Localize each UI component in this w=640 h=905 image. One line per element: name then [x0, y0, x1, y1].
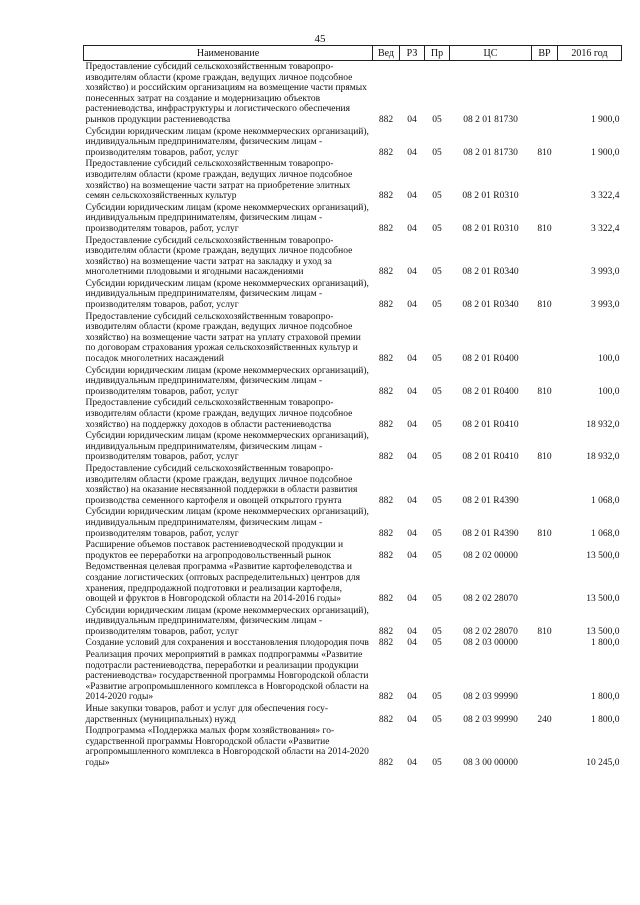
row-rz: 04	[407, 419, 417, 430]
table-row	[84, 278, 622, 311]
row-cs: 08 2 01 R4390	[462, 528, 519, 539]
row-cs: 08 2 03 99990	[463, 714, 518, 725]
row-ved: 882	[378, 386, 394, 397]
row-ved: 882	[378, 528, 394, 539]
table-row	[84, 202, 622, 235]
row-cs: 08 2 01 R0310	[462, 191, 519, 202]
table-row	[84, 397, 622, 430]
row-vr	[532, 725, 558, 768]
row-rz: 04	[407, 758, 417, 768]
row-name: Реализация прочих мероприятий в рамках подпрограммы «Развитие подотрасли растениеводства, переработки и реализации продукции растениеводства» государственной программы Новгородской области «Развитие агропромышленного комплекса в Новгородской области на 2014-2020 годы»	[85, 650, 369, 703]
table-body	[84, 61, 622, 769]
row-pr: 05	[432, 267, 442, 278]
row-vr: 240	[537, 714, 552, 725]
row-ved: 882	[378, 223, 394, 234]
row-pr: 05	[432, 626, 442, 637]
row-name: Субсидии юридическим лицам (кроме некоммерческих организаций), индивидуальным предпринимателям, физическим лицам - производителям товаров, работ, услуг	[85, 605, 369, 637]
row-rz: 04	[407, 191, 417, 202]
row-amount: 1 068,0	[591, 528, 620, 539]
row-pr: 05	[432, 300, 442, 311]
row-ved: 882	[378, 419, 394, 430]
row-name: Субсидии юридическим лицам (кроме некоммерческих организаций), индивидуальным предпринимателям, физическим лицам - производителям товаров, работ, услуг	[85, 126, 369, 158]
row-rz: 04	[407, 267, 417, 278]
row-vr	[532, 463, 558, 506]
row-vr: 810	[537, 147, 552, 158]
row-amount: 3 993,0	[591, 300, 620, 311]
row-pr: 05	[432, 758, 442, 768]
row-ved: 882	[378, 114, 394, 125]
table-row	[84, 649, 622, 703]
row-amount: 1 068,0	[591, 495, 620, 506]
table-row	[84, 561, 622, 604]
table-row	[84, 463, 622, 506]
row-amount: 3 993,0	[591, 267, 620, 278]
row-name: Субсидии юридическим лицам (кроме некоммерческих организаций), индивидуальным предпринимателям, физическим лицам - производителям товаров, работ, услуг	[85, 202, 369, 234]
row-rz: 04	[407, 528, 417, 539]
row-cs: 08 3 00 00000	[463, 758, 518, 768]
table-row	[84, 725, 622, 768]
row-name: Расширение объемов поставок растениеводческой продукции и продуктов ее переработки на агропродовольственный рынок	[85, 540, 344, 561]
row-pr: 05	[432, 638, 442, 649]
row-pr: 05	[432, 714, 442, 725]
row-ved: 882	[378, 147, 394, 158]
row-rz: 04	[407, 626, 417, 637]
row-name: Предоставление субсидий сельскохозяйственным товаропроизводителям области (кроме граждан, ведущих личное подсобное хозяйство) на оказание несвязанной поддержки в области развития производства семенного картофеля и овощей открытого грунта	[85, 463, 358, 506]
table-row	[84, 703, 622, 725]
budget-table	[83, 45, 622, 769]
row-rz: 04	[407, 495, 417, 506]
row-amount: 13 500,0	[586, 550, 620, 561]
row-rz: 04	[407, 300, 417, 311]
row-cs: 08 2 01 R0310	[462, 223, 519, 234]
row-cs: 08 2 01 R0400	[462, 386, 519, 397]
row-cs: 08 2 01 R0410	[462, 452, 519, 463]
row-cs: 08 2 01 R0340	[462, 267, 519, 278]
row-amount: 3 322,4	[591, 223, 620, 234]
row-ved: 882	[378, 638, 394, 649]
row-cs: 08 2 01 81730	[463, 147, 518, 158]
row-name: Ведомственная целевая программа «Развитие картофелеводства и создание логистических (оптовых распределительных) центров для хранения, предпродажной подготовки и реализации картофеля, овощей и фруктов в Новгородской области на 2014-2016 годы»	[85, 562, 360, 605]
row-vr	[532, 311, 558, 365]
row-pr: 05	[432, 550, 442, 561]
row-amount: 18 932,0	[586, 419, 620, 430]
row-vr: 810	[537, 386, 552, 397]
row-vr	[532, 397, 558, 430]
row-name: Субсидии юридическим лицам (кроме некоммерческих организаций), индивидуальным предпринимателям, физическим лицам - производителям товаров, работ, услуг	[85, 431, 369, 463]
table-row	[84, 311, 622, 365]
row-vr: 810	[537, 223, 552, 234]
row-cs: 08 2 01 R4390	[462, 495, 519, 506]
row-vr: 810	[537, 300, 552, 311]
row-ved: 882	[378, 550, 394, 561]
table-row	[84, 158, 622, 201]
table-row	[84, 235, 622, 278]
row-name: Предоставление субсидий сельскохозяйственным товаропроизводителям области (кроме граждан, ведущих личное подсобное хозяйство) и российским организациям на возмещение части прямых понесенных затрат на создание и модернизацию объектов растениеводства, инфраструктуры и логистического обеспечения рынков продукции растениеводства	[85, 62, 367, 125]
row-ved: 882	[378, 267, 394, 278]
row-pr: 05	[432, 495, 442, 506]
row-amount: 1 800,0	[591, 692, 620, 703]
table-row	[84, 605, 622, 638]
row-rz: 04	[407, 386, 417, 397]
header-pr: Пр	[425, 46, 450, 61]
row-cs: 08 2 01 R0340	[462, 300, 519, 311]
row-pr: 05	[432, 692, 442, 703]
row-rz: 04	[407, 638, 417, 649]
row-name: Предоставление субсидий сельскохозяйственным товаропроизводителям области (кроме граждан, ведущих личное подсобное хозяйство) на поддержку доходов в области растениеводства	[85, 398, 353, 430]
table-row	[84, 430, 622, 463]
row-vr	[532, 561, 558, 604]
table-row	[84, 506, 622, 539]
header-vr: ВР	[532, 46, 558, 61]
row-rz: 04	[407, 550, 417, 561]
row-vr	[532, 539, 558, 561]
row-pr: 05	[432, 147, 442, 158]
row-vr	[532, 235, 558, 278]
row-vr: 810	[537, 528, 552, 539]
row-pr: 05	[432, 594, 442, 605]
row-name: Субсидии юридическим лицам (кроме некоммерческих организаций), индивидуальным предпринимателям, физическим лицам - производителям товаров, работ, услуг	[85, 365, 369, 397]
header-cs: ЦС	[450, 46, 532, 61]
row-cs: 08 2 01 81730	[463, 114, 518, 125]
header-rz: РЗ	[400, 46, 425, 61]
row-pr: 05	[432, 528, 442, 539]
row-rz: 04	[407, 714, 417, 725]
row-amount: 1 900,0	[591, 147, 620, 158]
row-ved: 882	[378, 495, 394, 506]
row-name: Субсидии юридическим лицам (кроме некоммерческих организаций), индивидуальным предпринимателям, физическим лицам - производителям товаров, работ, услуг	[85, 507, 369, 539]
row-ved: 882	[378, 692, 394, 703]
row-name: Создание условий для сохранения и восстановления плодородия почв	[85, 638, 369, 649]
row-amount: 100,0	[598, 354, 620, 365]
row-cs: 08 2 01 R0410	[462, 419, 519, 430]
row-amount: 100,0	[598, 386, 620, 397]
row-amount: 1 900,0	[591, 114, 620, 125]
row-ved: 882	[378, 191, 394, 202]
row-amount: 13 500,0	[586, 626, 620, 637]
row-pr: 05	[432, 452, 442, 463]
table-row	[84, 365, 622, 398]
row-rz: 04	[407, 692, 417, 703]
row-amount: 13 500,0	[586, 594, 620, 605]
row-name: Субсидии юридическим лицам (кроме некоммерческих организаций), индивидуальным предпринимателям, физическим лицам - производителям товаров, работ, услуг	[85, 278, 369, 311]
row-name: Предоставление субсидий сельскохозяйственным товаропроизводителям области (кроме граждан, ведущих личное подсобное хозяйство) на возмещение части затрат на приобретение элитных семян сельскохозяйственных культур	[85, 159, 353, 202]
row-name: Предоставление субсидий сельскохозяйственным товаропроизводителям области (кроме граждан, ведущих личное подсобное хозяйство) на возмещение части затрат на закладку и уход за многолетними плодовыми и ягодными насаждениями	[85, 235, 353, 278]
row-vr	[532, 158, 558, 201]
row-amount: 1 800,0	[591, 714, 620, 725]
row-rz: 04	[407, 114, 417, 125]
row-pr: 05	[432, 354, 442, 365]
row-vr	[532, 637, 558, 649]
row-rz: 04	[407, 594, 417, 605]
row-pr: 05	[432, 419, 442, 430]
table-row	[84, 126, 622, 159]
row-cs: 08 2 03 99990	[463, 692, 518, 703]
header-name: Наименование	[84, 46, 373, 61]
row-rz: 04	[407, 354, 417, 365]
table-row	[84, 637, 622, 649]
row-name: Подпрограмма «Поддержка малых форм хозяйствования» государственной программы Новгородской области «Развитие агропромышленного комплекса в Новгородской области на 2014-2020 годы»	[85, 726, 369, 768]
row-ved: 882	[378, 714, 394, 725]
header-year: 2016 год	[558, 46, 622, 61]
row-name: Иные закупки товаров, работ и услуг для обеспечения государственных (муниципальных) нужд	[85, 704, 329, 725]
row-ved: 882	[378, 594, 394, 605]
page-number: 45	[314, 33, 326, 45]
row-pr: 05	[432, 386, 442, 397]
table-header-row	[84, 46, 622, 61]
row-ved: 882	[378, 452, 394, 463]
row-vr: 810	[537, 452, 552, 463]
row-amount: 18 932,0	[586, 452, 620, 463]
table-row	[84, 61, 622, 126]
header-ved: Вед	[373, 46, 400, 61]
row-rz: 04	[407, 223, 417, 234]
row-cs: 08 2 02 00000	[463, 550, 518, 561]
row-rz: 04	[407, 452, 417, 463]
row-vr	[532, 61, 558, 126]
row-ved: 882	[378, 626, 394, 637]
row-vr	[532, 649, 558, 703]
row-pr: 05	[432, 223, 442, 234]
row-amount: 3 322,4	[591, 191, 620, 202]
row-ved: 882	[378, 758, 394, 768]
row-pr: 05	[432, 191, 442, 202]
row-ved: 882	[378, 300, 394, 311]
row-ved: 882	[378, 354, 394, 365]
row-cs: 08 2 02 28070	[463, 626, 518, 637]
row-cs: 08 2 02 28070	[463, 594, 518, 605]
row-pr: 05	[432, 114, 442, 125]
row-amount: 10 245,0	[586, 758, 620, 768]
row-amount: 1 800,0	[591, 638, 620, 649]
table-row	[84, 539, 622, 561]
row-vr: 810	[537, 626, 552, 637]
row-name: Предоставление субсидий сельскохозяйственным товаропроизводителям области (кроме граждан, ведущих личное подсобное хозяйство) на возмещение части затрат на уплату страховой премии по договорам страхования урожая сельскохозяйственных культур и посадок многолетних насаждений	[85, 311, 361, 365]
row-cs: 08 2 03 00000	[463, 638, 518, 649]
row-cs: 08 2 01 R0400	[462, 354, 519, 365]
row-rz: 04	[407, 147, 417, 158]
